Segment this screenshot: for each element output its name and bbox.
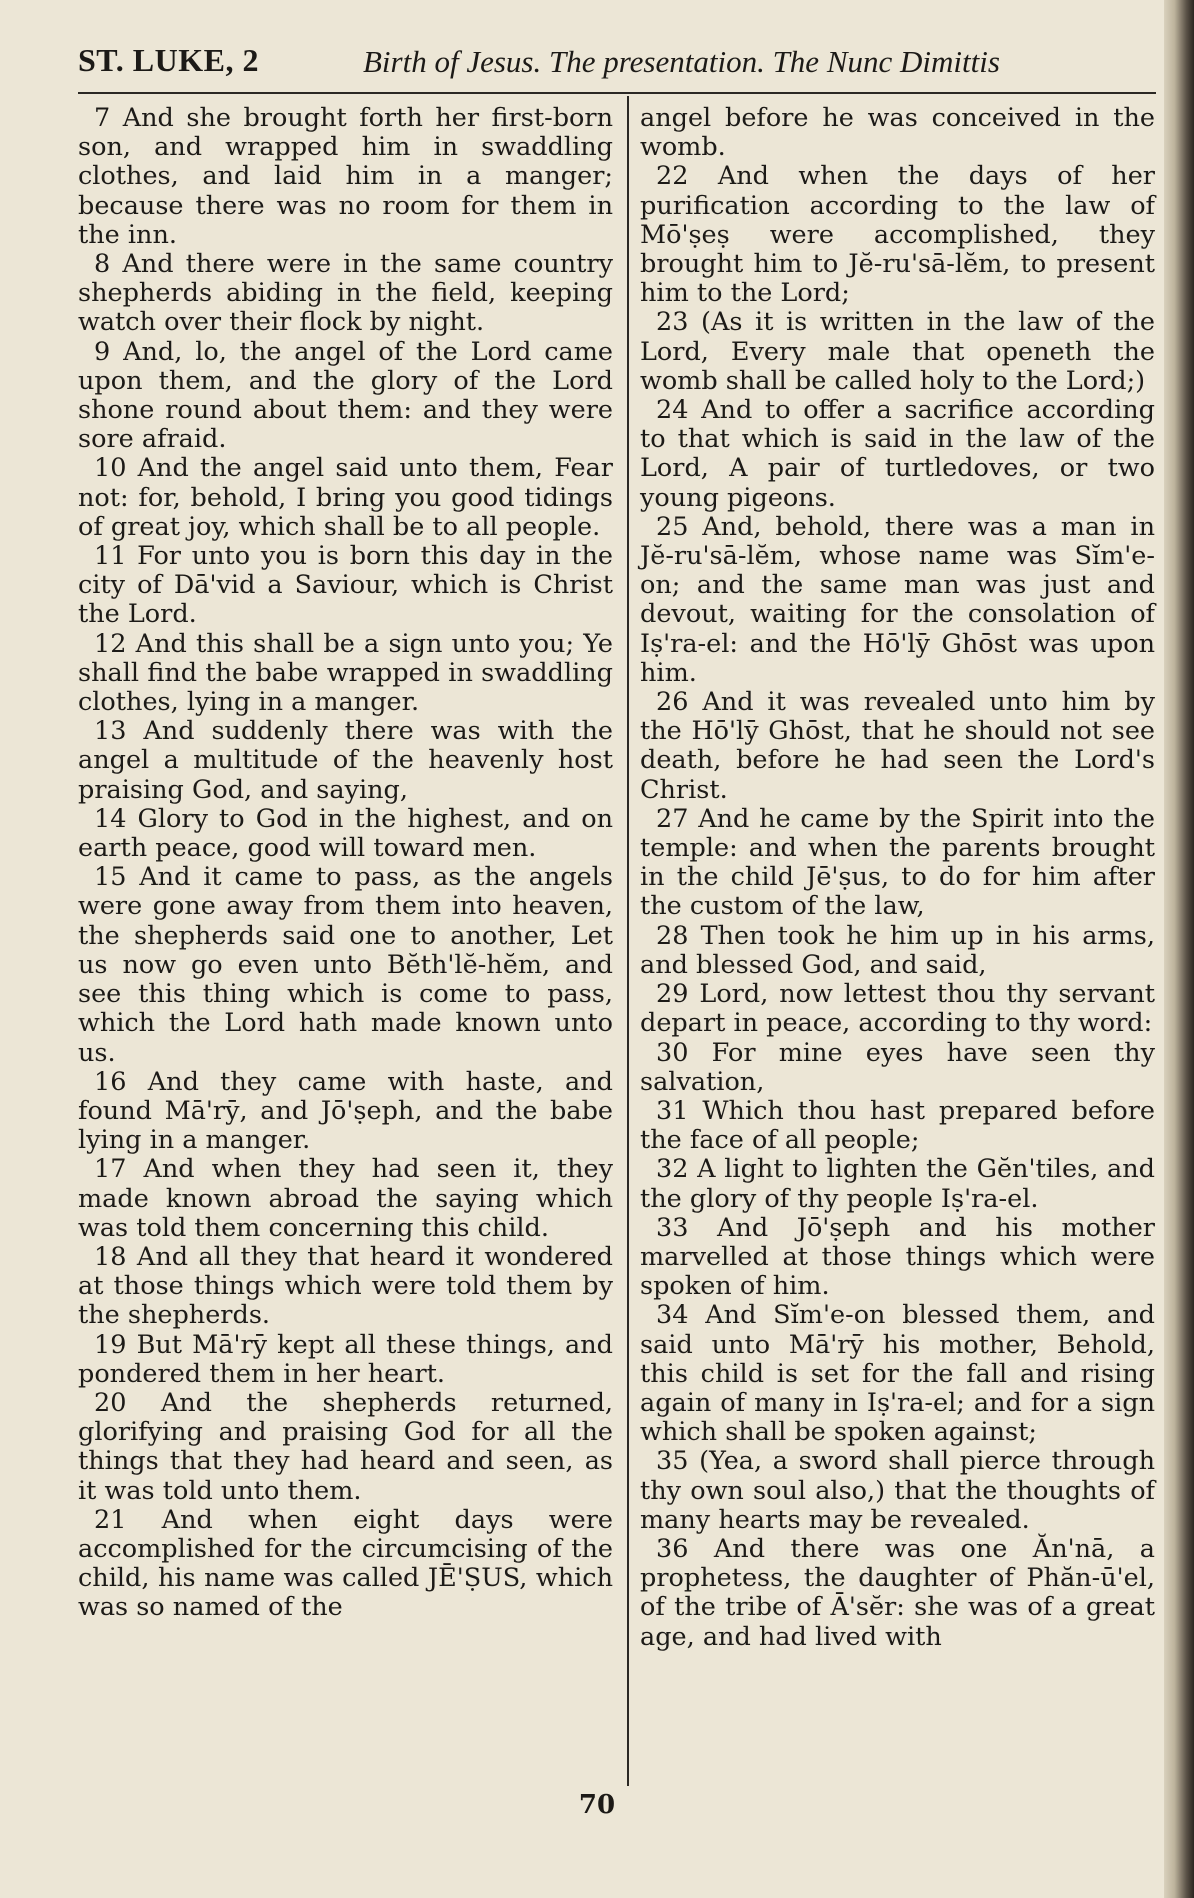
verse-33: 33 And Jō'ṣeph and his mother marvelled at those things which were spoken of him. xyxy=(640,1212,1155,1302)
verse-34: 34 And Sĭm'e-on blessed them, and said unto Mā'rȳ his mother, Behold, this child is set for the fall and rising again of many in Iṣ'ra-el; and for a sign which shall be spoken against; xyxy=(640,1300,1155,1448)
verse-20: 20 And the shepherds returned, glorifying and praising God for all the things that they had heard and seen, as it was told unto them. xyxy=(78,1387,613,1506)
verse-8: 8 And there were in the same country shepherds abiding in the field, keeping watch over their flock by night. xyxy=(78,249,613,338)
verse-14: 14 Glory to God in the highest, and on earth peace, good will toward men. xyxy=(78,803,613,864)
verse-23: 23 (As it is written in the law of the Lord, Every male that openeth the womb shall be called holy to the Lord;) xyxy=(640,307,1155,396)
verse-21: 21 And when eight days were accomplished for the circumcising of the child, his name was called JĒ'ṢUS, which was so named of the xyxy=(78,1504,613,1623)
verse-21-continued: angel before he was conceived in the womb. xyxy=(640,103,1155,163)
verse-10: 10 And the angel said unto them, Fear not: for, behold, I bring you good tidings of great joy, which shall be to all people. xyxy=(78,453,613,542)
verse-12: 12 And this shall be a sign unto you; Ye shall find the babe wrapped in swaddling clothes, lying in a manger. xyxy=(78,628,613,718)
verse-17: 17 And when they had seen it, they made known abroad the saying which was told them concerning this child. xyxy=(78,1154,613,1243)
verse-18: 18 And all they that heard it wondered at those things which were told them by the shepherds. xyxy=(78,1241,613,1331)
verse-11: 11 For unto you is born this day in the city of Dā'vid a Saviour, which is Christ the Lord. xyxy=(78,541,613,630)
verse-32: 32 A light to lighten the Gĕn'tiles, and the glory of thy people Iṣ'ra-el. xyxy=(640,1154,1155,1214)
verse-15: 15 And it came to pass, as the angels were gone away from them into heaven, the shepherds said one to another, Let us now go even unto Bĕth'lĕ-hĕm, and see this thing which is come to pass, which the Lord hath made known unto us. xyxy=(78,862,613,1068)
right-column xyxy=(640,104,1155,1652)
verse-30: 30 For mine eyes have seen thy salvation, xyxy=(640,1037,1155,1097)
verse-29: 29 Lord, now lettest thou thy servant depart in peace, according to thy word: xyxy=(640,979,1155,1039)
book-spine-shadow xyxy=(1164,0,1194,1898)
column-divider xyxy=(627,96,629,1786)
verse-25: 25 And, behold, there was a man in Jĕ-ru'sā-lĕm, whose name was Sĭm'e-on; and the same man was just and devout, waiting for the consolation of Iṣ'ra-el: and the Hō'lȳ Ghōst was upon him. xyxy=(640,511,1155,688)
verse-9: 9 And, lo, the angel of the Lord came upon them, and the glory of the Lord shone round about them: and they were sore afraid. xyxy=(78,336,613,455)
verse-22: 22 And when the days of her purification according to the law of Mō'ṣeṣ were accomplished, they brought him to Jĕ-ru'sā-lĕm, to present him to the Lord; xyxy=(640,161,1155,309)
page-header xyxy=(78,42,1158,90)
header-rule xyxy=(78,92,1156,94)
verse-16: 16 And they came with haste, and found Mā'rȳ, and Jō'ṣeph, and the babe lying in a manger. xyxy=(78,1066,613,1156)
verse-26: 26 And it was revealed unto him by the Hō'lȳ Ghōst, that he should not see death, before he had seen the Lord's Christ. xyxy=(640,687,1155,805)
header-summary: Birth of Jesus. The presentation. The Nunc Dimittis xyxy=(363,44,1000,79)
verse-19: 19 But Mā'rȳ kept all these things, and pondered them in her heart. xyxy=(78,1329,613,1389)
verse-35: 35 (Yea, a sword shall pierce through thy own soul also,) that the thoughts of many hearts may be revealed. xyxy=(640,1446,1155,1535)
verse-36: 36 And there was one Ăn'nā, a prophetess, the daughter of Phăn-ū'el, of the tribe of Ā'sĕr: she was of a great age, and had lived with xyxy=(640,1533,1155,1652)
verse-31: 31 Which thou hast prepared before the face of all people; xyxy=(640,1095,1155,1156)
running-head: ST. LUKE, 2 xyxy=(78,42,259,78)
verse-13: 13 And suddenly there was with the angel a multitude of the heavenly host praising God, and saying, xyxy=(78,716,613,805)
page-number: 70 xyxy=(578,1790,616,1820)
verse-27: 27 And he came by the Spirit into the temple: and when the parents brought in the child Jē'ṣus, to do for him after the custom of the law, xyxy=(640,803,1155,922)
verse-7: 7 And she brought forth her first-born son, and wrapped him in swaddling clothes, and laid him in a manger; because there was no room for them in the inn. xyxy=(78,103,613,250)
left-column xyxy=(78,104,613,1623)
verse-24: 24 And to offer a sacrifice according to that which is said in the law of the Lord, A pair of turtledoves, or two young pigeons. xyxy=(640,395,1155,513)
verse-28: 28 Then took he him up in his arms, and blessed God, and said, xyxy=(640,920,1155,980)
